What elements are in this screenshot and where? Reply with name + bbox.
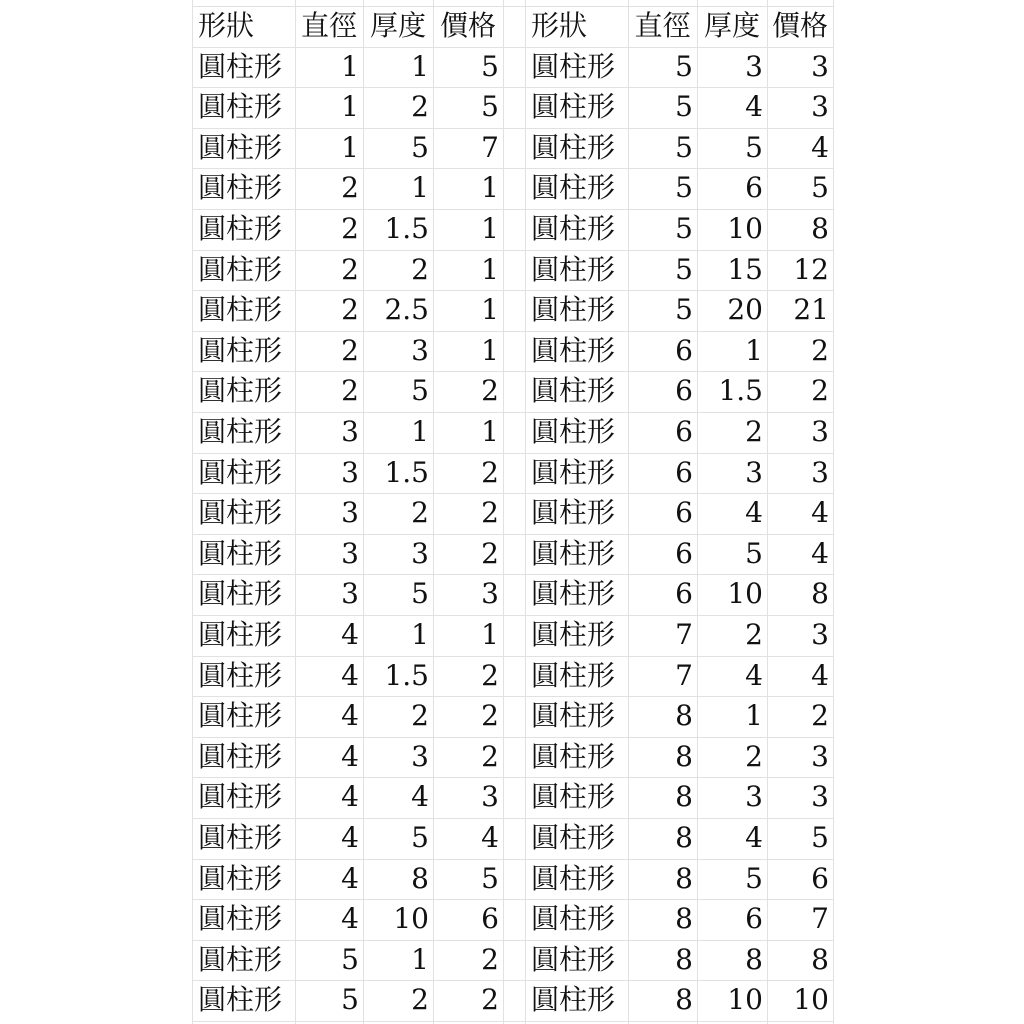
shape-cell[interactable]: 圓柱形 <box>531 374 616 407</box>
shape-cell[interactable]: 圓柱形 <box>198 334 283 367</box>
diameter-cell[interactable]: 4 <box>341 740 359 773</box>
shape-cell[interactable]: 圓柱形 <box>198 740 283 773</box>
price-cell[interactable]: 3 <box>811 50 829 83</box>
diameter-cell[interactable]: 3 <box>341 496 359 529</box>
shape-cell[interactable]: 圓柱形 <box>198 577 283 610</box>
price-cell[interactable]: 2 <box>481 496 499 529</box>
diameter-cell[interactable]: 8 <box>675 902 693 935</box>
shape-cell[interactable]: 圓柱形 <box>198 171 283 204</box>
thickness-cell[interactable]: 5 <box>745 131 763 164</box>
thickness-cell[interactable]: 2 <box>411 699 429 732</box>
diameter-cell[interactable]: 4 <box>341 902 359 935</box>
diameter-cell[interactable]: 2 <box>341 212 359 245</box>
shape-cell[interactable]: 圓柱形 <box>531 740 616 773</box>
column-header[interactable]: 厚度 <box>369 9 426 42</box>
price-cell[interactable]: 2 <box>481 456 499 489</box>
diameter-cell[interactable]: 8 <box>675 983 693 1016</box>
diameter-cell[interactable]: 3 <box>341 577 359 610</box>
thickness-cell[interactable]: 3 <box>745 50 763 83</box>
diameter-cell[interactable]: 8 <box>675 780 693 813</box>
price-cell[interactable]: 4 <box>811 659 829 692</box>
diameter-cell[interactable]: 8 <box>675 943 693 976</box>
thickness-cell[interactable]: 3 <box>411 334 429 367</box>
thickness-cell[interactable]: 4 <box>745 90 763 123</box>
price-cell[interactable]: 4 <box>811 496 829 529</box>
shape-cell[interactable]: 圓柱形 <box>531 862 616 895</box>
diameter-cell[interactable]: 2 <box>341 374 359 407</box>
thickness-cell[interactable]: 5 <box>411 131 429 164</box>
price-cell[interactable]: 7 <box>811 902 829 935</box>
thickness-cell[interactable]: 5 <box>411 821 429 854</box>
thickness-cell[interactable]: 4 <box>411 780 429 813</box>
price-cell[interactable]: 2 <box>811 334 829 367</box>
price-cell[interactable]: 4 <box>481 821 499 854</box>
price-cell[interactable]: 3 <box>811 456 829 489</box>
price-cell[interactable]: 7 <box>481 131 499 164</box>
diameter-cell[interactable]: 2 <box>341 253 359 286</box>
price-cell[interactable]: 1 <box>481 293 499 326</box>
thickness-cell[interactable]: 2 <box>411 496 429 529</box>
price-cell[interactable]: 2 <box>811 374 829 407</box>
thickness-cell[interactable]: 1.5 <box>384 456 429 489</box>
thickness-cell[interactable]: 1 <box>411 415 429 448</box>
diameter-cell[interactable]: 5 <box>675 253 693 286</box>
shape-cell[interactable]: 圓柱形 <box>531 537 616 570</box>
diameter-cell[interactable]: 5 <box>675 171 693 204</box>
shape-cell[interactable]: 圓柱形 <box>198 293 283 326</box>
price-cell[interactable]: 4 <box>811 131 829 164</box>
diameter-cell[interactable]: 6 <box>675 374 693 407</box>
thickness-cell[interactable]: 10 <box>727 983 763 1016</box>
diameter-cell[interactable]: 1 <box>341 131 359 164</box>
shape-cell[interactable]: 圓柱形 <box>198 374 283 407</box>
thickness-cell[interactable]: 3 <box>745 456 763 489</box>
price-cell[interactable]: 5 <box>481 90 499 123</box>
price-cell[interactable]: 3 <box>811 618 829 651</box>
shape-cell[interactable]: 圓柱形 <box>198 943 283 976</box>
diameter-cell[interactable]: 5 <box>675 131 693 164</box>
thickness-cell[interactable]: 4 <box>745 659 763 692</box>
price-cell[interactable]: 3 <box>811 415 829 448</box>
shape-cell[interactable]: 圓柱形 <box>531 293 616 326</box>
thickness-cell[interactable]: 10 <box>727 212 763 245</box>
shape-cell[interactable]: 圓柱形 <box>198 983 283 1016</box>
thickness-cell[interactable]: 6 <box>745 902 763 935</box>
thickness-cell[interactable]: 1 <box>745 699 763 732</box>
diameter-cell[interactable]: 5 <box>341 943 359 976</box>
column-header[interactable]: 直徑 <box>634 9 691 42</box>
diameter-cell[interactable]: 7 <box>675 659 693 692</box>
thickness-cell[interactable]: 6 <box>745 171 763 204</box>
thickness-cell[interactable]: 1.5 <box>384 212 429 245</box>
price-cell[interactable]: 2 <box>481 943 499 976</box>
price-cell[interactable]: 5 <box>811 821 829 854</box>
thickness-cell[interactable]: 2 <box>411 90 429 123</box>
grid-vertical-line <box>503 0 504 1024</box>
thickness-cell[interactable]: 8 <box>745 943 763 976</box>
shape-cell[interactable]: 圓柱形 <box>198 699 283 732</box>
diameter-cell[interactable]: 6 <box>675 496 693 529</box>
shape-cell[interactable]: 圓柱形 <box>531 456 616 489</box>
diameter-cell[interactable]: 8 <box>675 862 693 895</box>
diameter-cell[interactable]: 4 <box>341 862 359 895</box>
diameter-cell[interactable]: 4 <box>341 699 359 732</box>
price-cell[interactable]: 6 <box>811 862 829 895</box>
price-cell[interactable]: 5 <box>481 50 499 83</box>
thickness-cell[interactable]: 10 <box>393 902 429 935</box>
thickness-cell[interactable]: 2 <box>745 740 763 773</box>
price-cell[interactable]: 3 <box>811 780 829 813</box>
diameter-cell[interactable]: 6 <box>675 334 693 367</box>
diameter-cell[interactable]: 2 <box>341 171 359 204</box>
thickness-cell[interactable]: 5 <box>745 537 763 570</box>
thickness-cell[interactable]: 5 <box>745 862 763 895</box>
price-cell[interactable]: 1 <box>481 212 499 245</box>
price-cell[interactable]: 3 <box>811 90 829 123</box>
shape-cell[interactable]: 圓柱形 <box>198 618 283 651</box>
price-cell[interactable]: 2 <box>811 699 829 732</box>
diameter-cell[interactable]: 8 <box>675 740 693 773</box>
diameter-cell[interactable]: 5 <box>675 50 693 83</box>
thickness-cell[interactable]: 2.5 <box>384 293 429 326</box>
price-cell[interactable]: 4 <box>811 537 829 570</box>
shape-cell[interactable]: 圓柱形 <box>198 537 283 570</box>
diameter-cell[interactable]: 3 <box>341 456 359 489</box>
shape-cell[interactable]: 圓柱形 <box>531 577 616 610</box>
shape-cell[interactable]: 圓柱形 <box>198 253 283 286</box>
thickness-cell[interactable]: 4 <box>745 496 763 529</box>
price-cell[interactable]: 2 <box>481 740 499 773</box>
shape-cell[interactable]: 圓柱形 <box>531 659 616 692</box>
price-cell[interactable]: 8 <box>811 577 829 610</box>
thickness-cell[interactable]: 3 <box>411 740 429 773</box>
price-cell[interactable]: 1 <box>481 253 499 286</box>
thickness-cell[interactable]: 5 <box>411 374 429 407</box>
shape-cell[interactable]: 圓柱形 <box>198 659 283 692</box>
shape-cell[interactable]: 圓柱形 <box>198 90 283 123</box>
thickness-cell[interactable]: 1 <box>745 334 763 367</box>
diameter-cell[interactable]: 6 <box>675 456 693 489</box>
thickness-cell[interactable]: 2 <box>745 618 763 651</box>
shape-cell[interactable]: 圓柱形 <box>198 496 283 529</box>
diameter-cell[interactable]: 2 <box>341 334 359 367</box>
diameter-cell[interactable]: 1 <box>341 90 359 123</box>
shape-cell[interactable]: 圓柱形 <box>531 902 616 935</box>
diameter-cell[interactable]: 6 <box>675 415 693 448</box>
grid-vertical-line <box>833 0 834 1024</box>
price-cell[interactable]: 1 <box>481 415 499 448</box>
diameter-cell[interactable]: 4 <box>341 780 359 813</box>
price-cell[interactable]: 1 <box>481 171 499 204</box>
diameter-cell[interactable]: 6 <box>675 537 693 570</box>
grid-horizontal-line <box>192 1021 833 1022</box>
shape-cell[interactable]: 圓柱形 <box>531 253 616 286</box>
thickness-cell[interactable]: 1 <box>411 50 429 83</box>
thickness-cell[interactable]: 1.5 <box>718 374 763 407</box>
diameter-cell[interactable]: 1 <box>341 50 359 83</box>
thickness-cell[interactable]: 15 <box>727 253 763 286</box>
shape-cell[interactable]: 圓柱形 <box>531 415 616 448</box>
diameter-cell[interactable]: 3 <box>341 537 359 570</box>
diameter-cell[interactable]: 4 <box>341 618 359 651</box>
diameter-cell[interactable]: 4 <box>341 659 359 692</box>
thickness-cell[interactable]: 3 <box>745 780 763 813</box>
column-header[interactable]: 價格 <box>771 9 828 42</box>
diameter-cell[interactable]: 5 <box>675 293 693 326</box>
shape-cell[interactable]: 圓柱形 <box>198 902 283 935</box>
shape-cell[interactable]: 圓柱形 <box>531 699 616 732</box>
column-header[interactable]: 價格 <box>439 9 496 42</box>
shape-cell[interactable]: 圓柱形 <box>198 415 283 448</box>
diameter-cell[interactable]: 7 <box>675 618 693 651</box>
price-cell[interactable]: 10 <box>793 983 829 1016</box>
shape-cell[interactable]: 圓柱形 <box>198 780 283 813</box>
shape-cell[interactable]: 圓柱形 <box>198 821 283 854</box>
column-header[interactable]: 直徑 <box>300 9 357 42</box>
thickness-cell[interactable]: 5 <box>411 577 429 610</box>
thickness-cell[interactable]: 1 <box>411 171 429 204</box>
diameter-cell[interactable]: 4 <box>341 821 359 854</box>
shape-cell[interactable]: 圓柱形 <box>198 456 283 489</box>
shape-cell[interactable]: 圓柱形 <box>531 90 616 123</box>
shape-cell[interactable]: 圓柱形 <box>531 943 616 976</box>
column-header[interactable]: 厚度 <box>703 9 760 42</box>
shape-cell[interactable]: 圓柱形 <box>531 212 616 245</box>
price-cell[interactable]: 12 <box>793 253 829 286</box>
price-cell[interactable]: 21 <box>793 293 829 326</box>
shape-cell[interactable]: 圓柱形 <box>198 862 283 895</box>
shape-cell[interactable]: 圓柱形 <box>531 780 616 813</box>
thickness-cell[interactable]: 4 <box>745 821 763 854</box>
shape-cell[interactable]: 圓柱形 <box>198 50 283 83</box>
thickness-cell[interactable]: 2 <box>745 415 763 448</box>
price-cell[interactable]: 2 <box>481 983 499 1016</box>
diameter-cell[interactable]: 2 <box>341 293 359 326</box>
price-cell[interactable]: 6 <box>481 902 499 935</box>
price-cell[interactable]: 2 <box>481 699 499 732</box>
shape-cell[interactable]: 圓柱形 <box>531 334 616 367</box>
thickness-cell[interactable]: 1 <box>411 618 429 651</box>
diameter-cell[interactable]: 5 <box>675 212 693 245</box>
thickness-cell[interactable]: 10 <box>727 577 763 610</box>
price-cell[interactable]: 1 <box>481 618 499 651</box>
thickness-cell[interactable]: 3 <box>411 537 429 570</box>
price-cell[interactable]: 2 <box>481 537 499 570</box>
diameter-cell[interactable]: 3 <box>341 415 359 448</box>
diameter-cell[interactable]: 8 <box>675 699 693 732</box>
shape-cell[interactable]: 圓柱形 <box>531 50 616 83</box>
price-cell[interactable]: 8 <box>811 212 829 245</box>
shape-cell[interactable]: 圓柱形 <box>531 131 616 164</box>
price-cell[interactable]: 3 <box>811 740 829 773</box>
price-cell[interactable]: 3 <box>481 577 499 610</box>
column-header[interactable]: 形狀 <box>531 9 588 42</box>
column-header[interactable]: 形狀 <box>198 9 255 42</box>
price-cell[interactable]: 5 <box>481 862 499 895</box>
thickness-cell[interactable]: 2 <box>411 253 429 286</box>
price-cell[interactable]: 2 <box>481 659 499 692</box>
shape-cell[interactable]: 圓柱形 <box>531 171 616 204</box>
thickness-cell[interactable]: 8 <box>411 862 429 895</box>
thickness-cell[interactable]: 20 <box>727 293 763 326</box>
thickness-cell[interactable]: 2 <box>411 983 429 1016</box>
price-cell[interactable]: 3 <box>481 780 499 813</box>
shape-cell[interactable]: 圓柱形 <box>531 983 616 1016</box>
thickness-cell[interactable]: 1.5 <box>384 659 429 692</box>
diameter-cell[interactable]: 5 <box>675 90 693 123</box>
diameter-cell[interactable]: 5 <box>341 983 359 1016</box>
price-cell[interactable]: 2 <box>481 374 499 407</box>
price-cell[interactable]: 1 <box>481 334 499 367</box>
thickness-cell[interactable]: 1 <box>411 943 429 976</box>
diameter-cell[interactable]: 8 <box>675 821 693 854</box>
shape-cell[interactable]: 圓柱形 <box>198 131 283 164</box>
shape-cell[interactable]: 圓柱形 <box>531 821 616 854</box>
price-cell[interactable]: 5 <box>811 171 829 204</box>
shape-cell[interactable]: 圓柱形 <box>198 212 283 245</box>
price-cell[interactable]: 8 <box>811 943 829 976</box>
shape-cell[interactable]: 圓柱形 <box>531 496 616 529</box>
shape-cell[interactable]: 圓柱形 <box>531 618 616 651</box>
diameter-cell[interactable]: 6 <box>675 577 693 610</box>
